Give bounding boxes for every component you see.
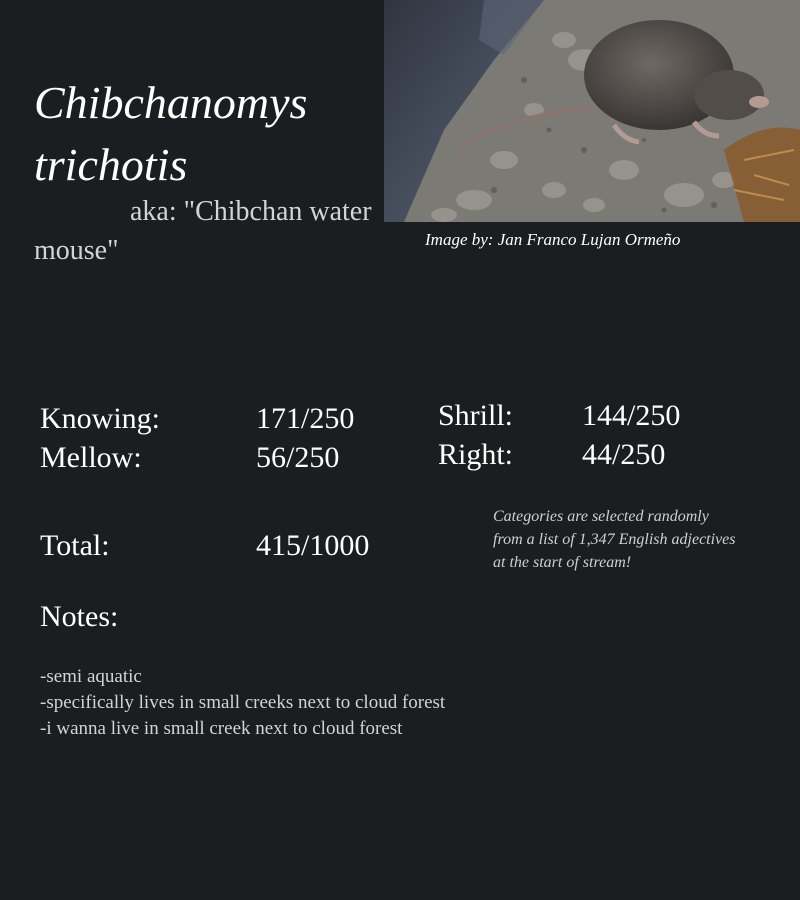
stat-shrill-label: Shrill: [438, 399, 514, 432]
notes-list [40, 664, 445, 742]
list-item: -i wanna live in small creek next to cloud forest [40, 718, 403, 739]
stat-shrill-value: 144/250 [582, 399, 681, 432]
stat-knowing-value: 171/250 [256, 402, 355, 435]
common-name: aka: "Chibchan water mouse" [34, 196, 372, 266]
notes-heading: Notes: [40, 600, 119, 633]
stat-right-value: 44/250 [582, 438, 666, 471]
stat-mellow-label: Mellow: [40, 441, 142, 474]
species-title: Chibchanomys trichotis [34, 77, 308, 190]
stat-mellow-value: 56/250 [256, 441, 340, 474]
category-note: Categories are selected randomly from a list of 1,347 English adjectives at the start of stream! [493, 508, 736, 571]
species-photo [384, 0, 800, 222]
total-label: Total: [40, 529, 110, 562]
stat-knowing-label: Knowing: [40, 402, 160, 435]
list-item: -semi aquatic [40, 666, 142, 687]
list-item: -specifically lives in small creeks next to cloud forest [40, 692, 446, 713]
image-credit: Image by: Jan Franco Lujan Ormeño [425, 230, 681, 249]
photo-illustration [384, 0, 800, 222]
stat-right-label: Right: [438, 438, 514, 471]
total-value: 415/1000 [256, 529, 370, 562]
